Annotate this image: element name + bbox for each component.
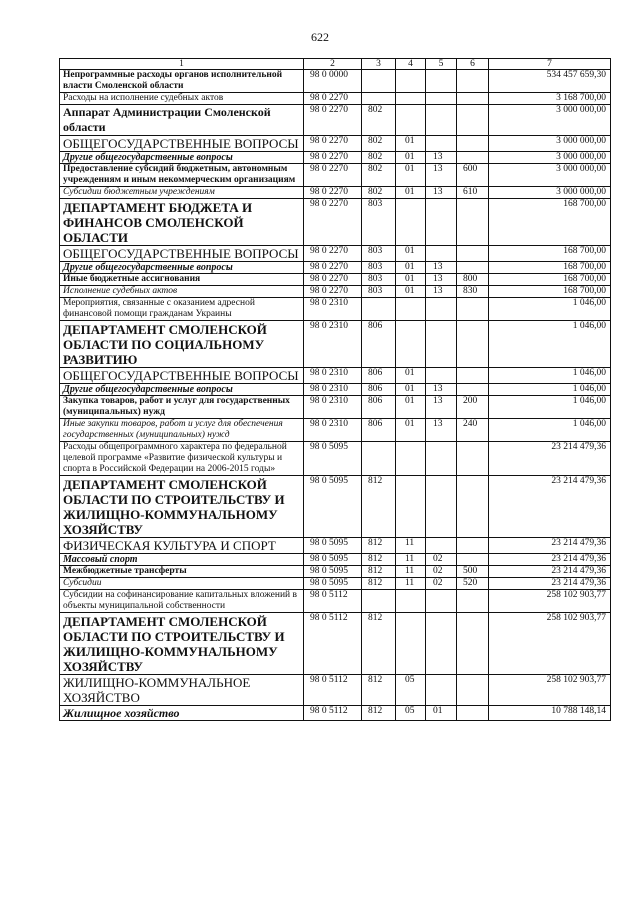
subsection-code-cell: 13 [426,286,457,298]
row-name-cell: ДЕПАРТАМЕНТ СМОЛЕНСКОЙ ОБЛАСТИ ПО СТРОИТЕЛЬСТВУ И ЖИЛИЩНО-КОММУНАЛЬНОМУ ХОЗЯЙСТВУ [60,613,304,675]
row-name-cell: ДЕПАРТАМЕНТ БЮДЖЕТА И ФИНАНСОВ СМОЛЕНСКОЙ ОБЛАСТИ [60,199,304,246]
table-row [60,274,611,286]
expense-type-cell [457,246,489,262]
target-code-cell: 98 0 5095 [304,554,362,566]
subsection-code-cell: 02 [426,566,457,578]
amount-cell: 534 457 659,30 [489,70,611,93]
target-code-cell: 98 0 5112 [304,613,362,675]
target-code-cell: 98 0 2270 [304,199,362,246]
column-header: 4 [396,59,426,70]
subsection-code-cell [426,590,457,613]
row-name-cell: ДЕПАРТАМЕНТ СМОЛЕНСКОЙ ОБЛАСТИ ПО СОЦИАЛЬНОМУ РАЗВИТИЮ [60,321,304,368]
ministry-code-cell [362,70,396,93]
subsection-code-cell [426,105,457,136]
table-row [60,199,611,246]
column-header: 7 [489,59,611,70]
target-code-cell: 98 0 2270 [304,164,362,187]
row-name-cell: Другие общегосударственные вопросы [60,384,304,396]
section-code-cell: 01 [396,152,426,164]
target-code-cell: 98 0 2270 [304,274,362,286]
expense-type-cell [457,442,489,476]
subsection-code-cell [426,675,457,706]
expense-type-cell [457,262,489,274]
ministry-code-cell: 812 [362,554,396,566]
expense-type-cell [457,70,489,93]
ministry-code-cell: 806 [362,368,396,384]
amount-cell: 1 046,00 [489,419,611,442]
section-code-cell [396,442,426,476]
amount-cell: 3 000 000,00 [489,152,611,164]
expense-type-cell [457,476,489,538]
amount-cell: 23 214 479,36 [489,566,611,578]
expense-type-cell [457,152,489,164]
ministry-code-cell [362,590,396,613]
row-name-cell: ФИЗИЧЕСКАЯ КУЛЬТУРА И СПОРТ [60,538,304,554]
page-number: 622 [311,30,329,44]
table-row [60,262,611,274]
subsection-code-cell [426,368,457,384]
expense-type-cell [457,368,489,384]
ministry-code-cell: 802 [362,136,396,152]
table-row [60,578,611,590]
table-row [60,368,611,384]
row-name-cell: Иные бюджетные ассигнования [60,274,304,286]
section-code-cell: 01 [396,384,426,396]
section-code-cell [396,105,426,136]
table-row [60,70,611,93]
amount-cell: 23 214 479,36 [489,538,611,554]
expense-type-cell: 800 [457,274,489,286]
section-code-cell: 01 [396,136,426,152]
subsection-code-cell [426,321,457,368]
expense-type-cell [457,538,489,554]
target-code-cell: 98 0 5095 [304,578,362,590]
section-code-cell [396,199,426,246]
ministry-code-cell: 812 [362,675,396,706]
amount-cell: 3 168 700,00 [489,93,611,105]
target-code-cell: 98 0 2310 [304,384,362,396]
section-code-cell [396,590,426,613]
target-code-cell: 98 0 2270 [304,246,362,262]
row-name-cell: Аппарат Администрации Смоленской области [60,105,304,136]
subsection-code-cell [426,613,457,675]
amount-cell: 1 046,00 [489,384,611,396]
section-code-cell: 05 [396,675,426,706]
table-row [60,246,611,262]
expense-type-cell: 520 [457,578,489,590]
subsection-code-cell [426,136,457,152]
amount-cell: 1 046,00 [489,368,611,384]
section-code-cell: 01 [396,246,426,262]
column-header: 6 [457,59,489,70]
expense-type-cell: 240 [457,419,489,442]
table-row [60,396,611,419]
target-code-cell: 98 0 5095 [304,476,362,538]
table-row [60,93,611,105]
table-row [60,442,611,476]
row-name-cell: Расходы общепрограммного характера по федеральной целевой программе «Развитие физической культуры и спорта в Российской Федерации на 2006-2015 годы» [60,442,304,476]
amount-cell: 1 046,00 [489,321,611,368]
expense-type-cell [457,384,489,396]
target-code-cell: 98 0 5112 [304,675,362,706]
table-row [60,554,611,566]
ministry-code-cell [362,93,396,105]
target-code-cell: 98 0 2270 [304,93,362,105]
amount-cell: 258 102 903,77 [489,613,611,675]
amount-cell: 168 700,00 [489,199,611,246]
column-header: 5 [426,59,457,70]
target-code-cell: 98 0 5112 [304,706,362,721]
table-row [60,321,611,368]
subsection-code-cell [426,476,457,538]
section-code-cell [396,70,426,93]
target-code-cell: 98 0 5095 [304,566,362,578]
ministry-code-cell: 812 [362,566,396,578]
table-row [60,566,611,578]
ministry-code-cell: 806 [362,396,396,419]
amount-cell: 3 000 000,00 [489,105,611,136]
ministry-code-cell: 812 [362,476,396,538]
ministry-code-cell: 812 [362,578,396,590]
column-header: 1 [60,59,304,70]
expense-type-cell: 200 [457,396,489,419]
target-code-cell: 98 0 5112 [304,590,362,613]
ministry-code-cell: 802 [362,187,396,199]
subsection-code-cell [426,442,457,476]
section-code-cell: 01 [396,419,426,442]
subsection-code-cell: 13 [426,384,457,396]
ministry-code-cell: 806 [362,384,396,396]
amount-cell: 23 214 479,36 [489,442,611,476]
table-row [60,538,611,554]
expense-type-cell [457,554,489,566]
ministry-code-cell: 812 [362,613,396,675]
amount-cell: 168 700,00 [489,274,611,286]
table-row [60,152,611,164]
row-name-cell: Субсидии [60,578,304,590]
target-code-cell: 98 0 2270 [304,136,362,152]
subsection-code-cell [426,298,457,321]
ministry-code-cell: 806 [362,321,396,368]
row-name-cell: Субсидии бюджетным учреждениям [60,187,304,199]
ministry-code-cell: 803 [362,274,396,286]
subsection-code-cell [426,246,457,262]
table-row [60,164,611,187]
row-name-cell: ОБЩЕГОСУДАРСТВЕННЫЕ ВОПРОСЫ [60,368,304,384]
ministry-code-cell: 812 [362,706,396,721]
expense-type-cell [457,706,489,721]
target-code-cell: 98 0 2310 [304,396,362,419]
expense-type-cell [457,136,489,152]
expense-type-cell [457,199,489,246]
expense-type-cell [457,298,489,321]
ministry-code-cell [362,442,396,476]
target-code-cell: 98 0 2310 [304,419,362,442]
amount-cell: 168 700,00 [489,246,611,262]
subsection-code-cell [426,538,457,554]
amount-cell: 3 000 000,00 [489,164,611,187]
target-code-cell: 98 0 2310 [304,368,362,384]
target-code-cell: 98 0 5095 [304,442,362,476]
section-code-cell: 01 [396,262,426,274]
amount-cell: 168 700,00 [489,286,611,298]
table-row [60,476,611,538]
expense-type-cell: 600 [457,164,489,187]
ministry-code-cell: 802 [362,164,396,187]
subsection-code-cell: 13 [426,187,457,199]
section-code-cell: 01 [396,187,426,199]
ministry-code-cell: 803 [362,199,396,246]
row-name-cell: Межбюджетные трансферты [60,566,304,578]
row-name-cell: Непрограммные расходы органов исполнительной власти Смоленской области [60,70,304,93]
row-name-cell: Другие общегосударственные вопросы [60,152,304,164]
section-code-cell: 01 [396,164,426,187]
row-name-cell: Предоставление субсидий бюджетным, автономным учреждениям и иным некоммерческим организациям [60,164,304,187]
section-code-cell: 11 [396,566,426,578]
amount-cell: 3 000 000,00 [489,187,611,199]
table-row [60,298,611,321]
amount-cell: 10 788 148,14 [489,706,611,721]
section-code-cell [396,476,426,538]
section-code-cell [396,613,426,675]
amount-cell: 1 046,00 [489,298,611,321]
target-code-cell: 98 0 5095 [304,538,362,554]
section-code-cell: 01 [396,368,426,384]
amount-cell: 1 046,00 [489,396,611,419]
amount-cell: 23 214 479,36 [489,578,611,590]
ministry-code-cell: 803 [362,262,396,274]
ministry-code-cell: 803 [362,246,396,262]
ministry-code-cell [362,298,396,321]
amount-cell: 258 102 903,77 [489,675,611,706]
table-row [60,419,611,442]
column-header: 3 [362,59,396,70]
row-name-cell: ОБЩЕГОСУДАРСТВЕННЫЕ ВОПРОСЫ [60,246,304,262]
subsection-code-cell: 13 [426,396,457,419]
row-name-cell: ЖИЛИЩНО-КОММУНАЛЬНОЕ ХОЗЯЙСТВО [60,675,304,706]
ministry-code-cell: 802 [362,105,396,136]
section-code-cell [396,93,426,105]
expense-type-cell: 830 [457,286,489,298]
section-code-cell [396,321,426,368]
target-code-cell: 98 0 2270 [304,105,362,136]
table-row [60,384,611,396]
target-code-cell: 98 0 2270 [304,286,362,298]
table-row [60,105,611,136]
subsection-code-cell: 02 [426,554,457,566]
row-name-cell: Жилищное хозяйство [60,706,304,721]
table-row [60,136,611,152]
target-code-cell: 98 0 2270 [304,152,362,164]
section-code-cell: 01 [396,286,426,298]
row-name-cell: Массовый спорт [60,554,304,566]
ministry-code-cell: 802 [362,152,396,164]
amount-cell: 23 214 479,36 [489,476,611,538]
row-name-cell: Расходы на исполнение судебных актов [60,93,304,105]
row-name-cell: Иные закупки товаров, работ и услуг для обеспечения государственных (муниципальных) нужд [60,419,304,442]
target-code-cell: 98 0 0000 [304,70,362,93]
row-name-cell: Субсидии на софинансирование капитальных вложений в объекты муниципальной собственности [60,590,304,613]
expense-type-cell [457,590,489,613]
row-name-cell: Закупка товаров, работ и услуг для государственных (муниципальных) нужд [60,396,304,419]
section-code-cell: 11 [396,554,426,566]
table-row [60,613,611,675]
row-name-cell: ОБЩЕГОСУДАРСТВЕННЫЕ ВОПРОСЫ [60,136,304,152]
section-code-cell: 11 [396,538,426,554]
row-name-cell: Другие общегосударственные вопросы [60,262,304,274]
subsection-code-cell: 13 [426,152,457,164]
subsection-code-cell: 13 [426,419,457,442]
table-row [60,187,611,199]
section-code-cell [396,298,426,321]
row-name-cell: Исполнение судебных актов [60,286,304,298]
expense-type-cell [457,105,489,136]
ministry-code-cell: 806 [362,419,396,442]
amount-cell: 168 700,00 [489,262,611,274]
target-code-cell: 98 0 2310 [304,298,362,321]
section-code-cell: 11 [396,578,426,590]
subsection-code-cell [426,70,457,93]
target-code-cell: 98 0 2270 [304,262,362,274]
subsection-code-cell: 02 [426,578,457,590]
subsection-code-cell: 13 [426,262,457,274]
expense-type-cell: 610 [457,187,489,199]
ministry-code-cell: 803 [362,286,396,298]
table-row [60,590,611,613]
expense-type-cell [457,675,489,706]
row-name-cell: Мероприятия, связанные с оказанием адресной финансовой помощи гражданам Украины [60,298,304,321]
expense-type-cell [457,613,489,675]
subsection-code-cell [426,93,457,105]
budget-table [59,58,611,721]
subsection-code-cell: 13 [426,274,457,286]
row-name-cell: ДЕПАРТАМЕНТ СМОЛЕНСКОЙ ОБЛАСТИ ПО СТРОИТЕЛЬСТВУ И ЖИЛИЩНО-КОММУНАЛЬНОМУ ХОЗЯЙСТВУ [60,476,304,538]
expense-type-cell [457,93,489,105]
section-code-cell: 01 [396,274,426,286]
table-row [60,675,611,706]
subsection-code-cell [426,199,457,246]
amount-cell: 23 214 479,36 [489,554,611,566]
subsection-code-cell: 13 [426,164,457,187]
column-header: 2 [304,59,362,70]
section-code-cell: 01 [396,396,426,419]
section-code-cell: 05 [396,706,426,721]
subsection-code-cell: 01 [426,706,457,721]
column-header-row [60,59,611,70]
amount-cell: 3 000 000,00 [489,136,611,152]
target-code-cell: 98 0 2270 [304,187,362,199]
table-row [60,286,611,298]
expense-type-cell [457,321,489,368]
amount-cell: 258 102 903,77 [489,590,611,613]
table-row [60,706,611,721]
ministry-code-cell: 812 [362,538,396,554]
target-code-cell: 98 0 2310 [304,321,362,368]
expense-type-cell: 500 [457,566,489,578]
